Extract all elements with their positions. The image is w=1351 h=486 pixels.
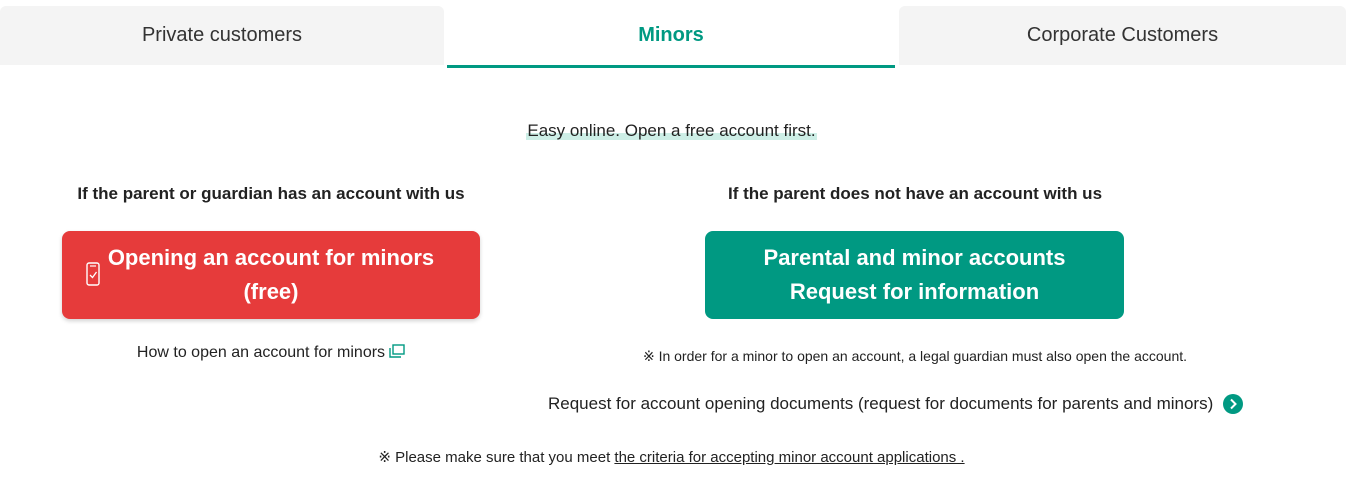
tab-private-customers[interactable]: Private customers [0, 6, 444, 65]
criteria-link[interactable]: the criteria for accepting minor account applications . [614, 449, 965, 466]
criteria-note-prefix: ※ Please make sure that you meet [378, 449, 615, 466]
request-information-line2: Request for information [789, 279, 1040, 304]
how-to-open-link[interactable] [62, 344, 480, 362]
customer-type-tabs [0, 6, 1351, 68]
tab-minors[interactable]: Minors [447, 6, 895, 68]
open-minor-account-button[interactable] [62, 231, 480, 319]
new-parent-heading: If the parent does not have an account with us [727, 184, 1103, 203]
open-minor-account-line2: (free) [243, 279, 299, 304]
request-information-line1: Parental and minor accounts [763, 245, 1066, 270]
how-to-open-label: How to open an account for minors [136, 344, 386, 361]
request-documents-link[interactable] [548, 394, 1243, 414]
tagline [0, 121, 1343, 141]
new-window-icon [389, 344, 405, 358]
request-documents-label: Request for account opening documents (request for documents for parents and minors) [548, 394, 1214, 413]
guardian-requirement-note: ※ In order for a minor to open an account, a legal guardian must also open the account. [642, 348, 1188, 364]
open-minor-account-line1: Opening an account for minors [107, 245, 435, 270]
criteria-note [0, 448, 1343, 466]
tab-corporate-customers[interactable]: Corporate Customers [899, 6, 1346, 65]
smartphone-icon [86, 262, 100, 286]
chevron-right-circle-icon [1223, 394, 1243, 414]
tagline-text: Easy online. Open a free account first. [527, 121, 816, 140]
existing-parent-heading: If the parent or guardian has an account with us [77, 184, 465, 203]
request-information-button[interactable] [705, 231, 1124, 319]
